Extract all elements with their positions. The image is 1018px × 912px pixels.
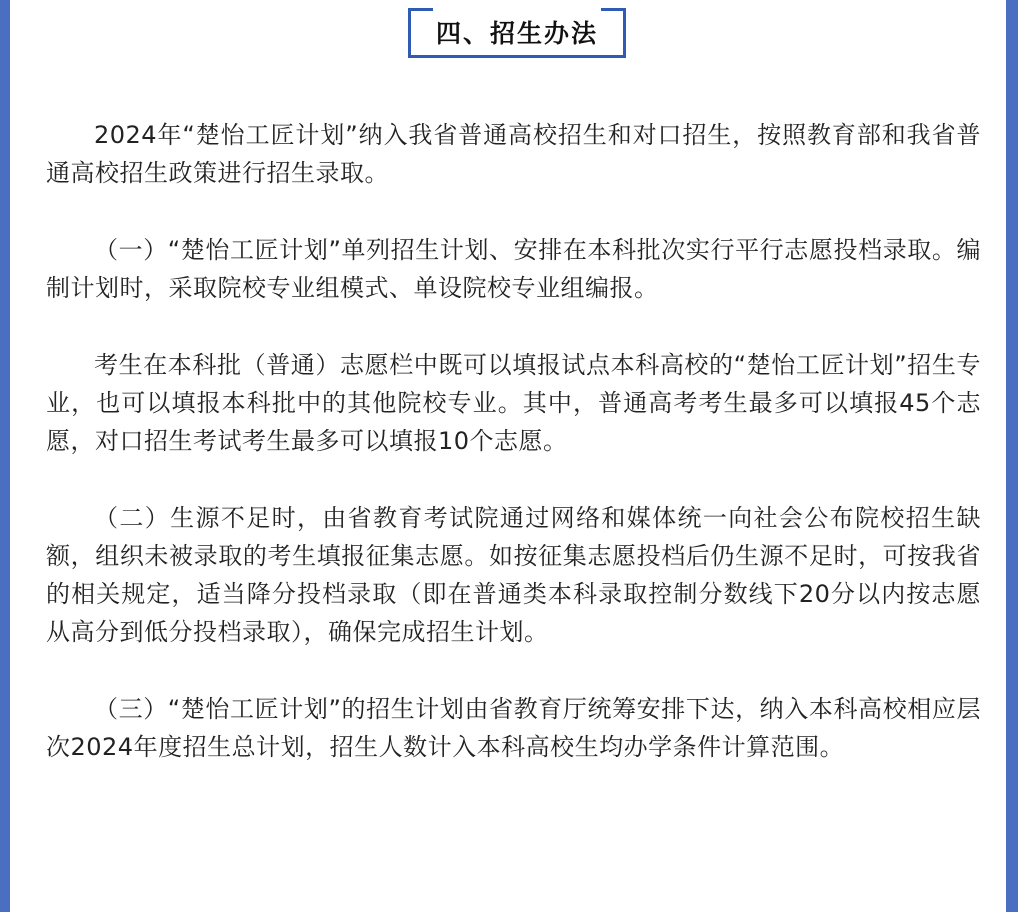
paragraph-item-3: （三）“楚怡工匠计划”的招生计划由省教育厅统筹安排下达，纳入本科高校相应层次2024年度招生总计划，招生人数计入本科高校生均办学条件计算范围。 bbox=[46, 695, 981, 761]
document-page bbox=[10, 0, 1006, 912]
document-body bbox=[46, 116, 981, 766]
section-title: 四、招生办法 bbox=[435, 18, 598, 48]
paragraph-intro: 2024年“楚怡工匠计划”纳入我省普通高校招生和对口招生，按照教育部和我省普通高校招生政策进行招生录取。 bbox=[46, 121, 981, 187]
paragraph-volunteer-rules: 考生在本科批（普通）志愿栏中既可以填报试点本科高校的“楚怡工匠计划”招生专业，也可以填报本科批中的其他院校专业。其中，普通高考考生最多可以填报45个志愿，对口招生考试考生最多可以填报10个志愿。 bbox=[46, 351, 981, 455]
paragraph-item-1: （一）“楚怡工匠计划”单列招生计划、安排在本科批次实行平行志愿投档录取。编制计划时，采取院校专业组模式、单设院校专业组编报。 bbox=[46, 236, 981, 302]
header-border-cap-left bbox=[411, 8, 433, 11]
section-header bbox=[408, 8, 626, 58]
header-border-cap-right bbox=[601, 8, 623, 11]
paragraph-item-2: （二）生源不足时，由省教育考试院通过网络和媒体统一向社会公布院校招生缺额，组织未被录取的考生填报征集志愿。如按征集志愿投档后仍生源不足时，可按我省的相关规定，适当降分投档录取（即在普通类本科录取控制分数线下20分以内按志愿从高分到低分投档录取），确保完成招生计划。 bbox=[46, 504, 981, 646]
